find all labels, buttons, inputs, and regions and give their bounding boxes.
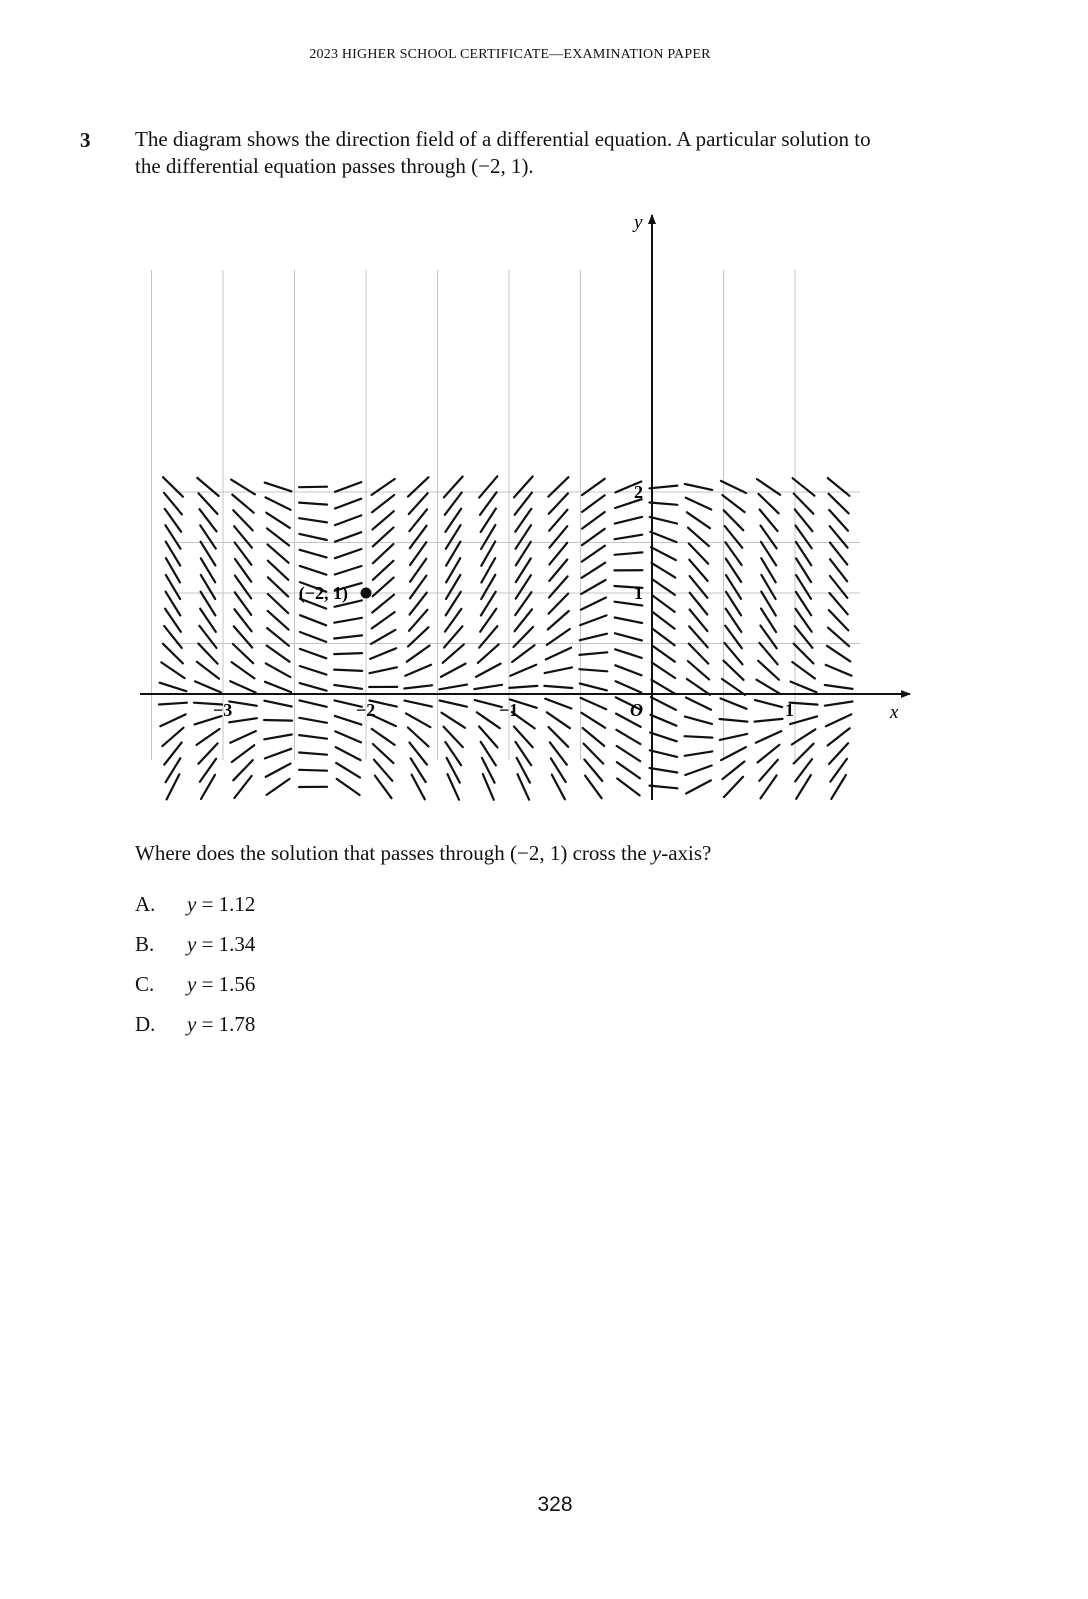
question-line-2: the differential equation passes through (−2, 1).: [135, 154, 534, 178]
slope-segment: [300, 632, 326, 642]
slope-segment: [685, 484, 712, 490]
slope-segment: [687, 679, 710, 695]
slope-segment: [268, 611, 289, 630]
slope-segment: [370, 648, 396, 659]
slope-segment: [372, 595, 394, 613]
slope-segment: [371, 630, 395, 644]
origin-label: O: [630, 700, 643, 720]
slope-segment: [334, 670, 362, 671]
slope-segment: [336, 747, 361, 760]
slope-segment: [652, 595, 675, 612]
y-tick-label: 2: [634, 482, 643, 502]
slope-segment: [689, 644, 709, 664]
slope-segment: [375, 776, 392, 799]
slope-segment: [544, 686, 572, 688]
slope-segment: [512, 645, 534, 662]
slope-segment: [268, 561, 289, 580]
slope-segment: [755, 700, 782, 707]
slope-segment: [546, 648, 571, 660]
slope-segment: [547, 712, 570, 728]
slope-segment: [372, 479, 395, 495]
slope-segment: [337, 779, 360, 795]
slope-segments: [159, 476, 853, 800]
slope-segment: [299, 735, 327, 739]
slope-segment: [299, 503, 327, 505]
slope-segment: [265, 749, 291, 759]
slope-segment: [721, 747, 746, 760]
slope-segment: [582, 512, 605, 529]
slope-segment: [581, 580, 605, 594]
slope-segment: [195, 681, 221, 692]
slope-segment: [405, 701, 432, 707]
slope-segment: [685, 766, 711, 776]
slope-segment: [264, 701, 291, 707]
slope-segment: [582, 546, 605, 562]
slope-segment: [300, 700, 327, 706]
slope-segment: [160, 683, 187, 692]
prompt-text: Where does the solution that passes through (−2, 1) cross the: [135, 841, 652, 865]
slope-segment: [373, 544, 394, 563]
slope-segment: [232, 662, 255, 678]
question-text: [135, 126, 965, 180]
slope-segment: [335, 731, 361, 742]
slope-segment: [582, 479, 605, 495]
slope-segment: [265, 483, 292, 492]
slope-segment: [267, 646, 290, 662]
slope-segment: [443, 644, 464, 662]
slope-segment: [651, 547, 676, 560]
slope-segment: [688, 528, 709, 547]
x-tick-label: −3: [213, 700, 233, 720]
slope-segment: [687, 512, 710, 528]
slope-segment: [509, 686, 537, 688]
x-tick-label: −1: [499, 700, 519, 720]
slope-segment: [229, 701, 257, 705]
exam-header: 2023 HIGHER SCHOOL CERTIFICATE—EXAMINATION PAPER: [309, 47, 711, 62]
slope-segment: [547, 629, 570, 645]
slope-segment: [475, 700, 502, 707]
slope-segment: [404, 685, 432, 688]
slope-segment: [650, 786, 678, 789]
slope-segment: [724, 777, 743, 797]
slope-segment: [334, 635, 362, 638]
slope-segment: [651, 697, 676, 710]
x-tick-label: 1: [785, 700, 794, 720]
slope-segment: [722, 495, 744, 512]
slope-segment: [300, 566, 327, 575]
slope-segment: [615, 633, 642, 640]
slope-segment: [616, 681, 642, 692]
slope-segment: [616, 730, 640, 744]
slope-segment: [617, 762, 640, 778]
question-number: 3: [80, 128, 91, 152]
slope-segment: [406, 713, 430, 727]
slope-segment: [477, 712, 500, 728]
slope-segment: [581, 698, 607, 709]
slope-segment: [266, 764, 291, 777]
slope-segment: [758, 745, 780, 763]
slope-segment: [757, 680, 781, 694]
slope-segment: [267, 779, 290, 795]
slope-segment: [548, 477, 568, 497]
prompt-variable: y: [651, 841, 662, 865]
slope-segment: [373, 528, 394, 547]
slope-segment: [545, 667, 572, 673]
slope-segment: [721, 481, 746, 493]
slope-segment: [266, 497, 291, 509]
option-value: y = 1.34: [187, 932, 256, 956]
slope-segment: [336, 763, 360, 778]
slope-segment: [828, 478, 850, 496]
slope-segment: [688, 661, 709, 679]
slope-segment: [791, 682, 817, 693]
slope-segment: [232, 495, 253, 513]
slope-segment: [722, 679, 745, 695]
slope-segment: [373, 511, 394, 529]
option-letter: A.: [135, 892, 156, 916]
y-axis-label: y: [634, 212, 643, 233]
slope-segment: [685, 736, 713, 737]
slope-segment: [651, 715, 677, 726]
slope-segment: [373, 744, 394, 763]
slope-segment: [439, 685, 467, 690]
slope-segment: [373, 561, 394, 580]
slope-segment: [549, 493, 568, 513]
slope-segment: [827, 646, 850, 662]
slope-segment: [582, 713, 606, 728]
slope-segment: [372, 495, 394, 512]
slope-segment: [264, 735, 292, 740]
slope-segment: [793, 478, 815, 496]
slope-segment: [652, 646, 675, 662]
slope-segment: [232, 745, 254, 762]
slope-segment: [615, 552, 643, 554]
slope-segment: [548, 611, 569, 630]
slope-segment: [197, 662, 219, 679]
slope-segment: [583, 728, 605, 746]
slope-segment: [685, 717, 712, 724]
slope-segment: [721, 698, 747, 708]
slope-segment: [685, 751, 713, 755]
slope-segment: [615, 535, 643, 540]
slope-segment: [617, 779, 639, 796]
slope-segment: [334, 685, 362, 689]
slope-segment: [335, 566, 362, 575]
slope-segment: [579, 669, 607, 671]
slope-segment: [264, 720, 292, 721]
slope-segment: [580, 634, 607, 641]
slope-segment: [650, 503, 678, 505]
slope-segment: [234, 776, 251, 798]
slope-segment: [580, 684, 607, 691]
slope-segment: [230, 681, 256, 693]
slope-segment: [581, 598, 606, 610]
slope-segment: [755, 719, 783, 722]
direction-field-diagram: [135, 200, 935, 810]
slope-segment: [299, 518, 327, 522]
slope-segment: [265, 682, 291, 692]
slope-segment: [825, 685, 853, 689]
question-line-1: The diagram shows the direction field of a differential equation. A particular solution to: [135, 127, 871, 151]
slope-segment: [761, 775, 777, 798]
slope-segment: [652, 563, 676, 578]
slope-segment: [650, 768, 678, 773]
slope-segment: [268, 544, 289, 562]
slope-segment: [582, 495, 605, 512]
slope-segment: [266, 513, 290, 528]
question-prompt: [135, 841, 711, 866]
slope-segment: [474, 685, 502, 689]
slope-segment: [579, 652, 607, 655]
slope-segment: [266, 663, 291, 677]
slope-segment: [299, 534, 326, 540]
solution-point: [361, 588, 372, 599]
slope-segment: [334, 653, 362, 654]
slope-segment: [197, 478, 218, 496]
x-axis-label: x: [890, 702, 899, 723]
slope-segment: [651, 680, 675, 694]
slope-segment: [650, 532, 676, 542]
slope-segment: [407, 646, 430, 662]
slope-segment: [335, 515, 361, 525]
slope-segment: [233, 644, 253, 663]
slope-segment: [826, 714, 851, 726]
slope-segment: [650, 517, 677, 524]
slope-segment: [440, 701, 467, 707]
slope-segment: [300, 550, 327, 558]
slope-segment: [405, 665, 431, 676]
slope-segment: [160, 714, 185, 726]
slope-segment: [549, 594, 569, 614]
slope-segment: [335, 532, 361, 542]
slope-segment: [230, 731, 256, 743]
slope-segment: [299, 753, 327, 755]
slope-segment: [408, 477, 428, 496]
slope-segment: [756, 731, 782, 743]
slope-segment: [334, 618, 362, 623]
slope-segment: [229, 718, 257, 722]
y-tick-label: 1: [634, 583, 643, 603]
slope-segment: [299, 718, 327, 723]
slope-segment: [268, 577, 288, 596]
slope-segment: [650, 750, 677, 757]
slope-segment: [689, 544, 708, 564]
slope-segment: [335, 499, 361, 509]
slope-segment: [650, 733, 677, 742]
slope-segment: [159, 703, 187, 705]
slope-segment: [686, 780, 711, 793]
slope-segment: [510, 665, 536, 676]
slope-segment: [161, 662, 184, 678]
option-letter: B.: [135, 932, 155, 956]
slope-segment: [652, 612, 674, 629]
slope-segment: [825, 702, 853, 706]
slope-segment: [792, 662, 815, 679]
slope-segment: [790, 716, 817, 724]
slope-segment: [617, 746, 641, 761]
slope-segment: [476, 664, 501, 677]
slope-segment: [652, 629, 674, 646]
slope-segment: [441, 664, 466, 677]
slope-segment: [335, 482, 361, 492]
slope-segment: [582, 563, 606, 578]
slope-segment: [299, 487, 327, 488]
option-letter: D.: [135, 1012, 156, 1036]
slope-segment: [580, 615, 606, 625]
slope-segment: [268, 594, 288, 613]
slope-segment: [615, 618, 642, 624]
slope-segment: [197, 729, 220, 745]
slope-segment: [335, 549, 362, 558]
point-label: (−2, 1): [298, 583, 348, 603]
slope-segment: [545, 699, 571, 709]
slope-segment: [829, 494, 849, 514]
slope-segment: [585, 776, 602, 799]
slope-segment: [370, 667, 397, 673]
slope-segment: [300, 683, 327, 691]
prompt-suffix: -axis?: [661, 841, 712, 865]
slope-segment: [828, 728, 850, 745]
slope-segment: [300, 666, 327, 675]
slope-segment: [300, 649, 326, 658]
slope-segment: [686, 498, 711, 510]
slope-segment: [615, 649, 642, 658]
slope-segment: [615, 665, 641, 675]
option-value: y = 1.56: [187, 972, 256, 996]
option-value: y = 1.12: [187, 892, 256, 916]
slope-segment: [686, 698, 711, 710]
grid-lines: [152, 270, 861, 760]
slope-segment: [723, 762, 745, 780]
option-value: y = 1.78: [187, 1012, 256, 1036]
slope-segment: [442, 713, 466, 728]
slope-segment: [372, 612, 395, 628]
slope-segment: [652, 663, 675, 679]
slope-segment: [615, 517, 642, 524]
slope-segment: [300, 615, 326, 625]
page-number: 328: [537, 1493, 573, 1516]
slope-segment: [299, 770, 327, 771]
x-tick-label: −2: [356, 700, 376, 720]
slope-segment: [372, 729, 395, 745]
slope-segment: [826, 665, 852, 676]
option-letter: C.: [135, 972, 155, 996]
slope-segment: [650, 486, 678, 489]
